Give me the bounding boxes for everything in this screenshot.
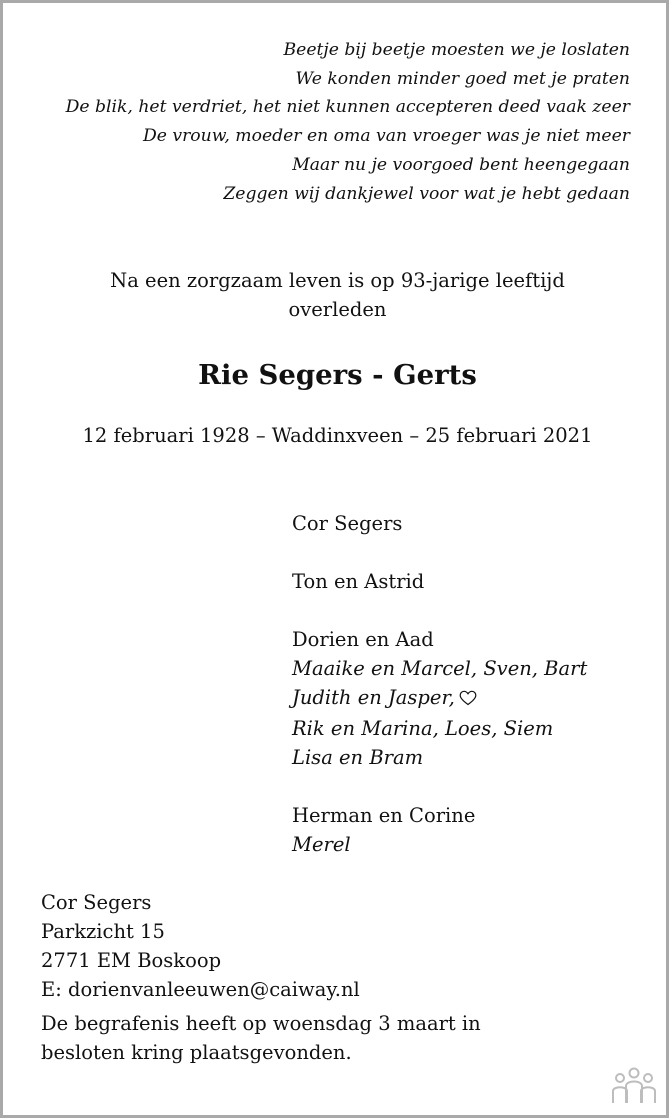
address-street: Parkzicht 15: [41, 920, 165, 943]
poem-line: We konden minder goed met je praten: [295, 68, 630, 89]
poem-line: Beetje bij beetje moesten we je loslaten: [283, 40, 630, 60]
intro-text: [3, 266, 669, 324]
family-grandchildren: Judith en Jasper,: [292, 686, 455, 709]
address-name: Cor Segers: [41, 891, 152, 914]
family-list: [292, 509, 662, 859]
family-grandchildren: Lisa en Bram: [292, 746, 424, 769]
family-child: Herman en Corine: [292, 804, 476, 827]
family-grandchildren: Merel: [292, 833, 351, 856]
address-city: 2771 EM Boskoop: [41, 949, 222, 972]
family-partner: Cor Segers: [292, 512, 403, 535]
poem-line: Zeggen wij dankjewel voor wat je hebt gedaan: [223, 183, 630, 204]
family-grandchildren-row: [292, 683, 662, 714]
poem-line: Maar nu je voorgoed bent heengegaan: [292, 154, 630, 175]
contact-address: [41, 888, 601, 1004]
family-grandchildren: Rik en Marina, Loes, Siem: [292, 717, 554, 740]
intro-line: overleden: [288, 298, 387, 321]
poem-line: De vrouw, moeder en oma van vroeger was je niet meer: [142, 126, 630, 147]
heart-outline-icon: [459, 685, 477, 714]
family-child: Dorien en Aad: [292, 628, 434, 651]
people-group-logo-icon: [611, 1065, 657, 1105]
life-dates: 12 februari 1928 – Waddinxveen – 25 februari 2021: [82, 424, 593, 447]
funeral-line: besloten kring plaatsgevonden.: [41, 1041, 352, 1064]
address-email: E: dorienvanleeuwen@caiway.nl: [41, 978, 360, 1001]
poem: [20, 36, 630, 208]
family-child: Ton en Astrid: [292, 570, 425, 593]
deceased-name: Rie Segers - Gerts: [198, 359, 477, 391]
intro-line: Na een zorgzaam leven is op 93-jarige leeftijd: [110, 269, 565, 292]
funeral-notice: [41, 1009, 601, 1067]
poem-line: De blik, het verdriet, het niet kunnen accepteren deed vaak zeer: [65, 97, 630, 118]
family-grandchildren: Maaike en Marcel, Sven, Bart: [292, 657, 588, 680]
funeral-line: De begrafenis heeft op woensdag 3 maart in: [41, 1012, 481, 1035]
